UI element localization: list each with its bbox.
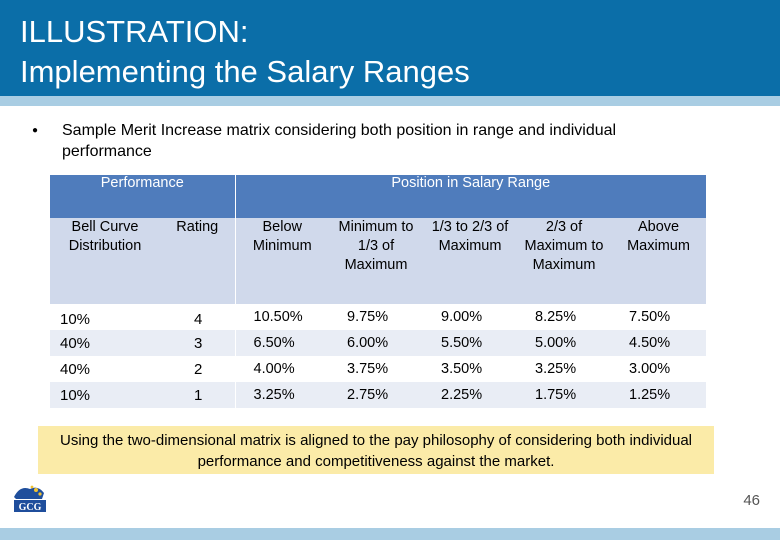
rating-header: Rating xyxy=(176,219,219,235)
distribution-cell: 10% xyxy=(60,386,91,404)
gcg-logo xyxy=(12,483,48,515)
table-row xyxy=(50,382,706,408)
distribution-cell: 40% xyxy=(60,360,91,378)
col-header-min-to-third: Minimum to 1/3 of Maximum xyxy=(338,219,414,273)
rating-cell: 2 xyxy=(194,360,203,378)
title-stripe xyxy=(0,96,780,106)
value-cell: 10.50% xyxy=(235,304,329,330)
table-row xyxy=(50,330,706,356)
value-cell: 1.75% xyxy=(535,387,577,403)
value-cell: 4.50% xyxy=(629,335,671,351)
merit-increase-matrix xyxy=(50,175,706,408)
col-header-below-minimum: Below Minimum xyxy=(235,218,329,304)
value-cell: 3.25% xyxy=(535,361,577,377)
page-number: 46 xyxy=(743,492,760,509)
value-cell: 9.75% xyxy=(347,309,389,325)
col-header-above-maximum: Above Maximum xyxy=(627,219,690,254)
value-cell: 3.00% xyxy=(629,361,671,377)
footer-stripe xyxy=(0,528,780,540)
value-cell: 6.50% xyxy=(235,330,329,356)
value-cell: 1.25% xyxy=(629,387,671,403)
value-cell: 9.00% xyxy=(441,309,483,325)
position-header: Position in Salary Range xyxy=(235,175,706,218)
distribution-cell: 10% xyxy=(60,310,91,328)
value-cell: 3.50% xyxy=(441,361,483,377)
table-row xyxy=(50,304,706,330)
logo-text: GCG xyxy=(18,502,42,513)
title-line-2: Implementing the Salary Ranges xyxy=(20,54,470,89)
value-cell: 5.50% xyxy=(441,335,483,351)
rating-cell: 4 xyxy=(194,310,203,328)
slide-title xyxy=(0,0,780,96)
rating-cell: 1 xyxy=(194,386,203,404)
value-cell: 2.25% xyxy=(441,387,483,403)
value-cell: 3.25% xyxy=(235,382,329,408)
table-row xyxy=(50,356,706,382)
distribution-cell: 40% xyxy=(60,334,91,352)
value-cell: 2.75% xyxy=(347,387,389,403)
distribution-header: Bell Curve Distribution xyxy=(68,219,142,254)
value-cell: 3.75% xyxy=(347,361,389,377)
bullet-point xyxy=(30,120,730,162)
table-group-header-row xyxy=(50,175,706,218)
value-cell: 4.00% xyxy=(235,356,329,382)
col-header-two-thirds-to-max: 2/3 of Maximum to Maximum xyxy=(524,219,604,273)
bullet-icon: ● xyxy=(32,125,39,136)
rating-cell: 3 xyxy=(194,334,203,352)
summary-callout: Using the two-dimensional matrix is aligned to the pay philosophy of considering both individual performance and competitiveness against the market. xyxy=(38,426,714,474)
value-cell: 7.50% xyxy=(629,309,671,325)
bullet-text: Sample Merit Increase matrix considering both position in range and individual performance xyxy=(62,122,617,160)
value-cell: 5.00% xyxy=(535,335,577,351)
value-cell: 8.25% xyxy=(535,309,577,325)
title-line-1: ILLUSTRATION: xyxy=(20,14,249,49)
table-subheader-row xyxy=(50,218,706,304)
value-cell: 6.00% xyxy=(347,335,389,351)
col-header-third-to-two-thirds: 1/3 to 2/3 of Maximum xyxy=(431,219,509,254)
performance-header: Performance xyxy=(100,175,184,191)
